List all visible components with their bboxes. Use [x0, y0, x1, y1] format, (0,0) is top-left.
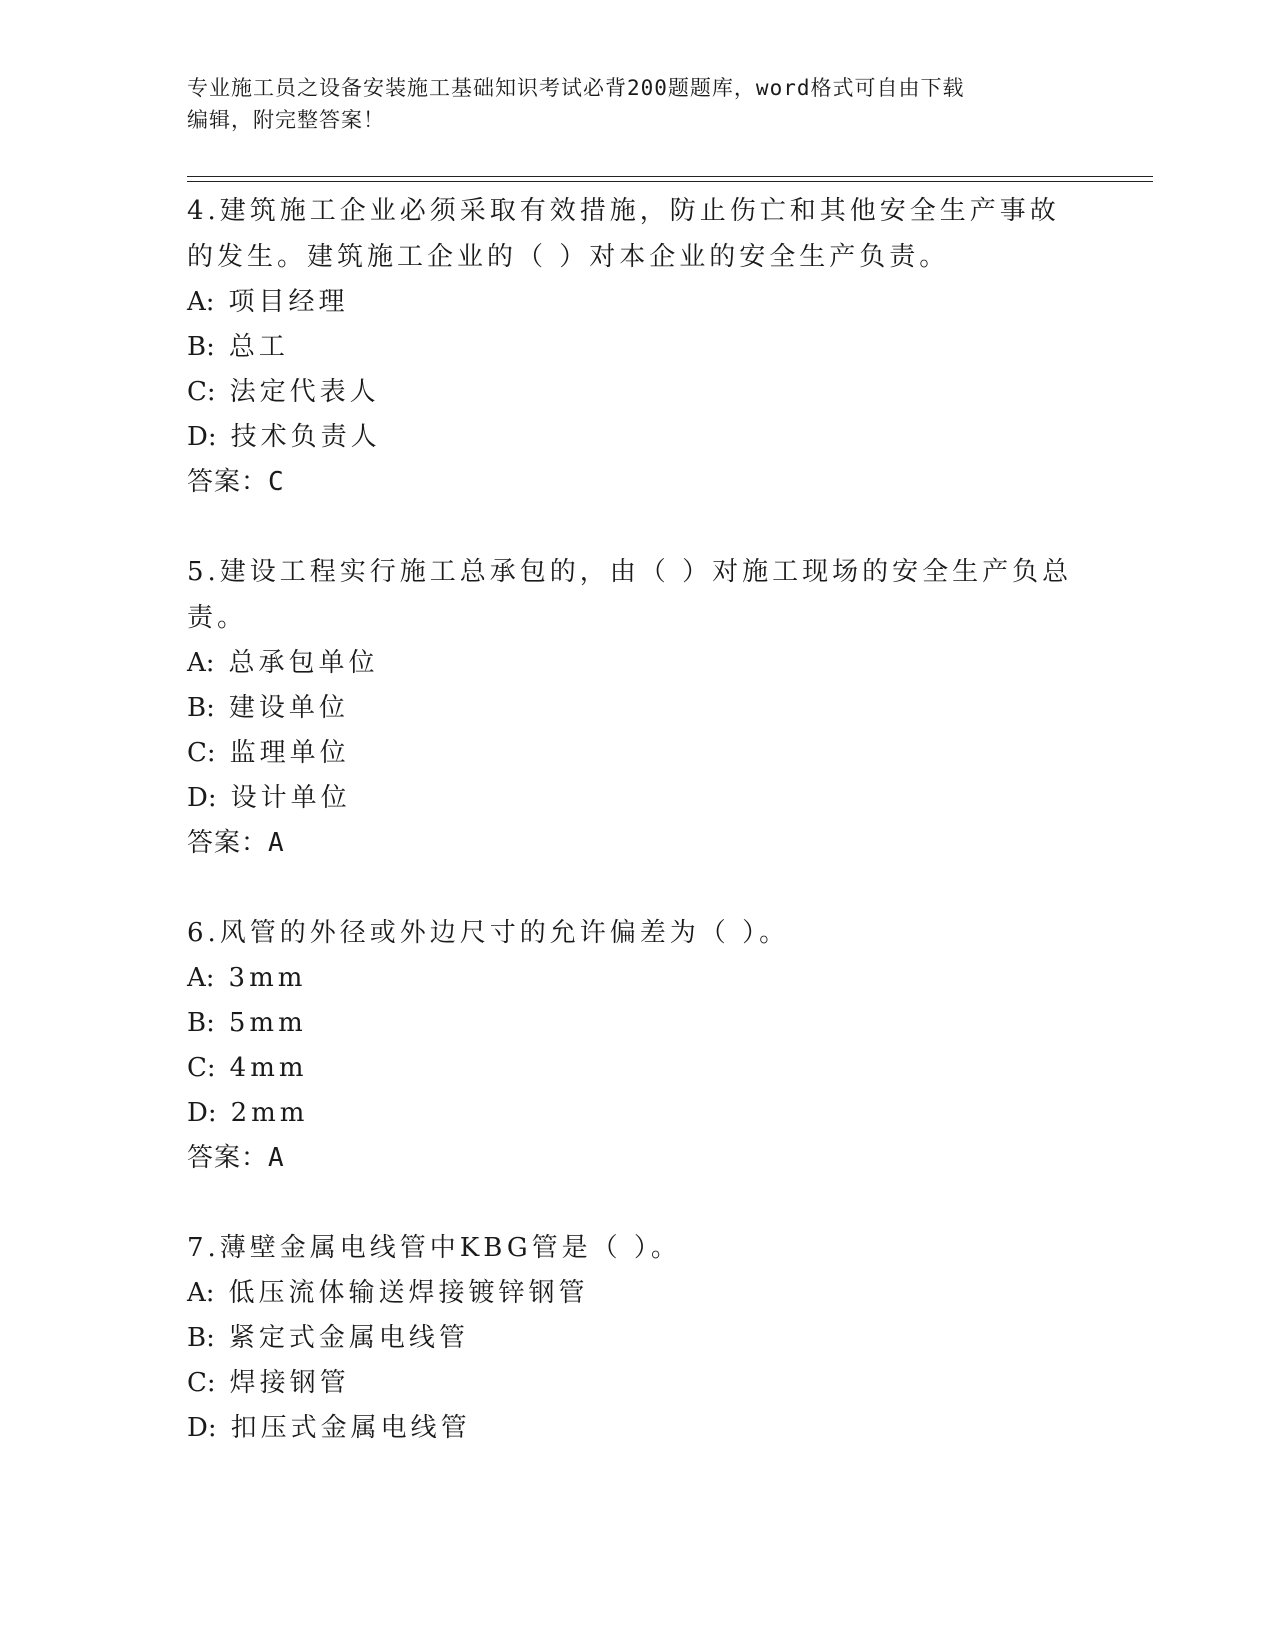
option-label: B: [187, 1323, 215, 1353]
option-label: D: [187, 422, 217, 452]
option-c [187, 1046, 1087, 1091]
option-b [187, 1316, 1087, 1361]
header-divider-bottom [187, 181, 1153, 182]
option-a [187, 956, 1087, 1001]
option-b [187, 1001, 1087, 1046]
option-label: D: [187, 1413, 217, 1443]
option-text: 焊接钢管 [229, 1368, 350, 1398]
option-c [187, 370, 1087, 415]
option-text: 技术负责人 [230, 422, 381, 452]
option-a [187, 280, 1087, 325]
option-text: 3mm [228, 963, 307, 993]
answer-line: 答案：A [187, 828, 285, 858]
question-stem: 7.薄壁金属电线管中KBG管是（ ）。 [187, 1233, 681, 1263]
option-c [187, 1361, 1087, 1406]
option-d [187, 776, 1087, 821]
option-label: C: [187, 1053, 216, 1083]
option-label: A: [187, 648, 215, 678]
option-text: 总工 [228, 332, 289, 362]
option-label: C: [187, 738, 216, 768]
option-d [187, 1091, 1087, 1136]
option-label: A: [187, 287, 215, 317]
option-text: 项目经理 [228, 287, 349, 317]
question-7 [187, 1225, 1087, 1451]
question-list [187, 188, 1087, 1495]
header-line-2: 编辑，附完整答案！ [187, 108, 385, 132]
option-text: 扣压式金属电线管 [230, 1413, 471, 1443]
question-stem: 6.风管的外径或外边尺寸的允许偏差为（ ）。 [187, 918, 790, 948]
option-d [187, 1406, 1087, 1451]
option-text: 2mm [230, 1098, 309, 1128]
option-label: A: [187, 1278, 215, 1308]
option-label: B: [187, 1008, 215, 1038]
answer-line: 答案：C [187, 467, 285, 497]
option-label: D: [187, 1098, 217, 1128]
question-6 [187, 910, 1087, 1181]
option-text: 4mm [229, 1053, 308, 1083]
question-stem: 5.建设工程实行施工总承包的，由（ ）对施工现场的安全生产负总责。 [187, 557, 1073, 633]
option-text: 监理单位 [229, 738, 350, 768]
option-d [187, 415, 1087, 460]
header-divider-top [187, 176, 1153, 177]
option-c [187, 731, 1087, 776]
question-stem: 4.建筑施工企业必须采取有效措施，防止伤亡和其他安全生产事故的发生。建筑施工企业的（ ）对本企业的安全生产负责。 [187, 196, 1060, 272]
option-label: B: [187, 332, 215, 362]
option-text: 低压流体输送焊接镀锌钢管 [228, 1278, 589, 1308]
option-a [187, 1271, 1087, 1316]
option-label: C: [187, 377, 216, 407]
option-label: C: [187, 1368, 216, 1398]
option-text: 5mm [228, 1008, 307, 1038]
option-text: 法定代表人 [229, 377, 380, 407]
answer-line: 答案：A [187, 1143, 285, 1173]
question-4 [187, 188, 1087, 505]
option-b [187, 686, 1087, 731]
option-label: D: [187, 783, 217, 813]
option-b [187, 325, 1087, 370]
document-header [187, 72, 1067, 136]
question-5 [187, 549, 1087, 866]
option-label: B: [187, 693, 215, 723]
header-line-1: 专业施工员之设备安装施工基础知识考试必背200题题库，word格式可自由下载 [187, 76, 965, 100]
option-text: 设计单位 [230, 783, 351, 813]
option-text: 紧定式金属电线管 [228, 1323, 469, 1353]
option-a [187, 641, 1087, 686]
option-text: 总承包单位 [228, 648, 379, 678]
option-label: A: [187, 963, 215, 993]
option-text: 建设单位 [228, 693, 349, 723]
